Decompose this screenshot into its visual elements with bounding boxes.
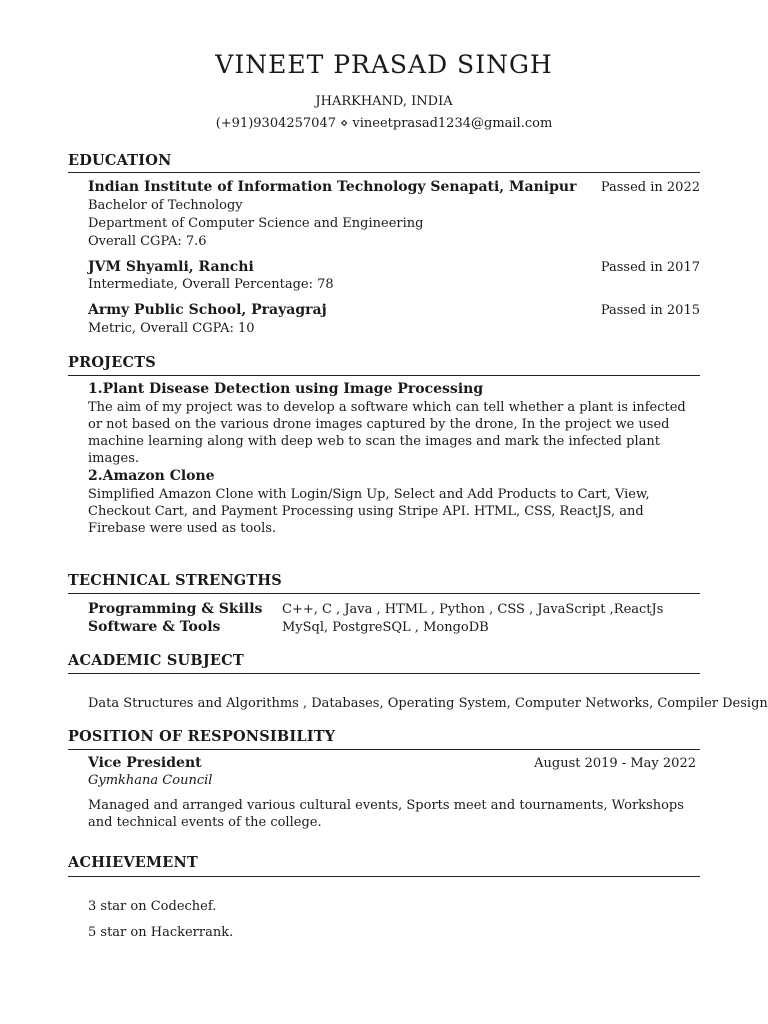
tools-value: MySql, PostgreSQL , MongoDB [282, 620, 489, 635]
project-title-2: 2.Amazon Clone [88, 468, 215, 484]
skills-value: C++, C , Java , HTML , Python , CSS , JavaScript ,ReactJs [282, 602, 664, 617]
project-description-1: The aim of my project was to develop a software which can tell whether a plant is infected or not based on the various drone images captured by the drone, In the project we used machine learning along with deep web to scan the images and mark the infected plant images. [88, 400, 686, 466]
education-heading: EDUCATION [68, 152, 172, 169]
achievement-heading: ACHIEVEMENT [68, 854, 198, 871]
education-line: Department of Computer Science and Engineering [88, 216, 424, 231]
skills-label: Programming & Skills [88, 601, 263, 617]
projects-heading: PROJECTS [68, 354, 156, 371]
projects-divider [68, 375, 700, 376]
responsibility-heading: POSITION OF RESPONSIBILITY [68, 728, 336, 745]
education-line: Intermediate, Overall Percentage: 78 [88, 277, 334, 292]
responsibility-role: Vice President [88, 755, 202, 771]
responsibility-divider [68, 749, 700, 750]
education-line: Metric, Overall CGPA: 10 [88, 321, 255, 336]
technical-divider [68, 593, 700, 594]
project-title-1: 1.Plant Disease Detection using Image Processing [88, 381, 484, 397]
project-description-2: Simplified Amazon Clone with Login/Sign Up, Select and Add Products to Cart, View, Checkout Cart, and Payment Processing using Stripe API. HTML, CSS, ReactJS, and Firebase were used as tools. [88, 487, 650, 536]
candidate-name: VINEET PRASAD SINGH [215, 50, 553, 79]
responsibility-date: August 2019 - May 2022 [534, 756, 696, 771]
achievement-item: 3 star on Codechef. [88, 899, 217, 914]
tools-label: Software & Tools [88, 619, 221, 635]
education-date-2: Passed in 2017 [600, 260, 700, 275]
academic-heading: ACADEMIC SUBJECT [68, 652, 244, 669]
academic-divider [68, 673, 700, 674]
education-date-3: Passed in 2015 [600, 303, 700, 318]
candidate-contact: (+91)9304257047 ⋄ vineetprasad1234@gmail.com [215, 116, 553, 131]
education-line: Overall CGPA: 7.6 [88, 234, 207, 249]
technical-heading: TECHNICAL STRENGTHS [68, 572, 282, 589]
candidate-location: JHARKHAND, INDIA [315, 94, 453, 109]
achievement-item: 5 star on Hackerrank. [88, 925, 234, 940]
academic-subjects: Data Structures and Algorithms , Databases, Operating System, Computer Networks, Compiler Design [88, 696, 768, 711]
education-date-1: Passed in 2022 [600, 180, 700, 195]
achievement-divider [68, 876, 700, 877]
education-divider [68, 172, 700, 173]
responsibility-description: Managed and arranged various cultural events, Sports meet and tournaments, Workshops and technical events of the college. [88, 798, 684, 830]
education-institution-1: Indian Institute of Information Technology Senapati, Manipur [88, 179, 577, 195]
responsibility-org: Gymkhana Council [88, 773, 213, 788]
education-institution-3: Army Public School, Prayagraj [88, 302, 327, 318]
education-institution-2: JVM Shyamli, Ranchi [88, 259, 254, 275]
education-line: Bachelor of Technology [88, 198, 243, 213]
